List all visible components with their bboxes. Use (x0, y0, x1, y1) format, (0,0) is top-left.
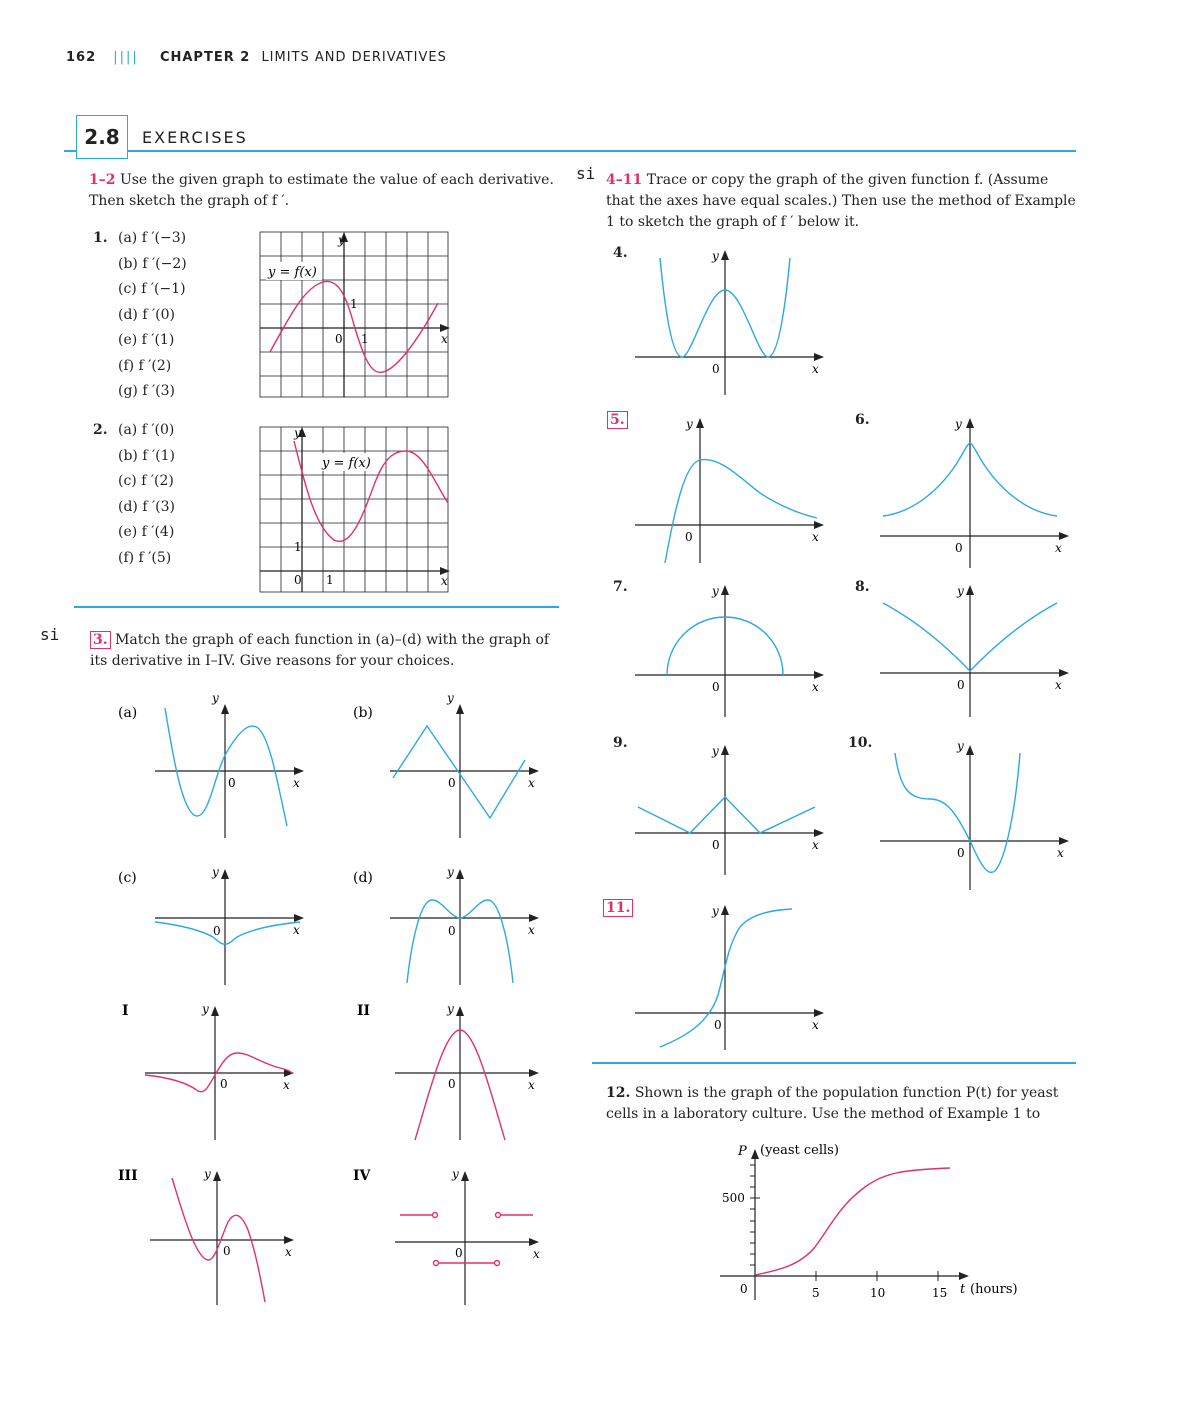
ex12-y-symbol: P (738, 1144, 747, 1159)
svg-text:x: x (1055, 541, 1062, 555)
svg-text:x: x (293, 776, 300, 790)
ex2-y-label: y (294, 426, 301, 440)
svg-text:0: 0 (220, 1077, 228, 1091)
svg-text:0: 0 (455, 1246, 463, 1260)
ex7-number: 7. (613, 579, 628, 595)
ex1-x-label: x (441, 332, 448, 346)
ex8-number: 8. (855, 579, 870, 595)
svg-text:0: 0 (712, 838, 720, 852)
ex12-y500: 500 (722, 1191, 745, 1205)
ex1-part: (f) f ′(2) (118, 357, 172, 374)
svg-text:x: x (812, 838, 819, 852)
svg-text:y: y (204, 1167, 211, 1181)
ex3-label-d: (d) (353, 870, 373, 886)
ex7-graph (630, 575, 830, 725)
chapter-label: CHAPTER 2 (159, 50, 251, 65)
ex1-graph (258, 230, 452, 400)
svg-text:0: 0 (712, 680, 720, 694)
ex12-origin: 0 (740, 1282, 748, 1296)
ex1-one-y: 1 (350, 297, 358, 311)
ex2-one-x: 1 (326, 573, 334, 587)
ex2-origin: 0 (294, 573, 302, 587)
svg-text:x: x (285, 1245, 292, 1259)
ex3-graph-a (110, 690, 320, 845)
ex1-parts (118, 226, 187, 405)
chapter-title: LIMITS AND DERIVATIVES (261, 50, 447, 65)
ex3-graph-b (345, 690, 555, 845)
ex12-x5: 5 (812, 1286, 820, 1300)
ex10-graph (875, 735, 1075, 895)
ex9-number: 9. (613, 735, 628, 751)
svg-text:0: 0 (213, 924, 221, 938)
left-divider (74, 606, 559, 608)
header-bars: |||| (113, 50, 139, 65)
svg-text:0: 0 (223, 1244, 231, 1258)
svg-text:y: y (447, 1002, 454, 1016)
ex2-parts (118, 418, 175, 571)
ex12-text: 12. Shown is the graph of the population function P(t) for yeast cells in a laboratory culture. Use the method of Example 1 to (606, 1085, 1059, 1122)
ex2-part: (e) f ′(4) (118, 524, 175, 540)
svg-text:0: 0 (448, 1077, 456, 1091)
svg-text:0: 0 (448, 924, 456, 938)
ex1-part: (d) f ′(0) (118, 306, 175, 323)
ex2-part: (a) f ′(0) (118, 422, 175, 438)
ex1-curve-label: y = f(x) (268, 265, 317, 280)
ex2-graph (258, 425, 452, 595)
ex3-graph-IV (345, 1160, 555, 1308)
svg-text:0: 0 (685, 530, 693, 544)
ex2-part: (b) f ′(1) (118, 447, 175, 464)
ex2-x-label: x (441, 574, 448, 588)
svg-text:x: x (293, 923, 300, 937)
ex12-graph (700, 1135, 1030, 1305)
section-title: EXERCISES (142, 128, 248, 147)
svg-text:0: 0 (228, 776, 236, 790)
ex6-number: 6. (855, 412, 870, 428)
svg-text:0: 0 (448, 776, 456, 790)
svg-text:0: 0 (957, 678, 965, 692)
ex3-graph-III (110, 1160, 320, 1308)
ex3-label-c: (c) (118, 870, 137, 886)
ex8-graph (875, 575, 1075, 725)
ex1-one-x: 1 (361, 332, 369, 346)
ex3-label-I: I (122, 1003, 129, 1019)
ex2-part: (f) f ′(5) (118, 549, 172, 566)
svg-text:y: y (957, 584, 964, 598)
ex4-11-instructions: 4–11 Trace or copy the graph of the given function f. (Assume that the axes have equal scales.) Then use the method of Example 1 to sketch the graph of f ′ below it. (606, 172, 1076, 230)
ex5-number: 5. (607, 410, 628, 431)
margin-mark-right: si (576, 164, 596, 183)
svg-text:0: 0 (957, 846, 965, 860)
ex11-graph (630, 895, 830, 1055)
ex12-x-unit: (hours) (970, 1282, 1018, 1297)
ex12-x15: 15 (932, 1286, 948, 1300)
svg-text:y: y (447, 691, 454, 705)
svg-text:0: 0 (955, 541, 963, 555)
svg-text:x: x (1055, 678, 1062, 692)
svg-text:y: y (955, 417, 962, 431)
svg-text:x: x (812, 530, 819, 544)
ex1-number: 1. (93, 230, 108, 246)
svg-text:y: y (686, 417, 693, 431)
ex3-label-IV: IV (353, 1168, 371, 1184)
ex6-graph (875, 408, 1075, 568)
ex12-y-unit: (yeast cells) (760, 1143, 839, 1158)
svg-text:x: x (1057, 846, 1064, 860)
ex1-y-label: y (338, 233, 345, 247)
ex3-label-III: III (118, 1168, 138, 1184)
svg-text:y: y (212, 691, 219, 705)
ex2-part: (d) f ′(3) (118, 498, 175, 515)
ex3-graph-I (110, 995, 320, 1143)
svg-text:0: 0 (712, 362, 720, 376)
ex12-x10: 10 (870, 1286, 886, 1300)
ex3-graph-d (345, 855, 555, 990)
svg-text:x: x (528, 1078, 535, 1092)
svg-text:y: y (712, 744, 719, 758)
ex3-label-a: (a) (118, 705, 138, 721)
svg-text:x: x (812, 680, 819, 694)
ex1-2-instructions: 1–2 Use the given graph to estimate the value of each derivative. Then sketch the graph of f ′. (89, 172, 554, 209)
ex3-label-II: II (357, 1003, 371, 1019)
right-divider (592, 1062, 1076, 1064)
ex1-part: (b) f ′(−2) (118, 255, 187, 272)
page-number: 162 (66, 50, 97, 65)
ex12-x-symbol: t (960, 1282, 966, 1297)
ex4-graph (630, 240, 830, 400)
ex4-number: 4. (613, 245, 628, 261)
svg-text:0: 0 (714, 1018, 722, 1032)
svg-text:y: y (447, 865, 454, 879)
ex1-part: (e) f ′(1) (118, 332, 175, 348)
svg-text:y: y (202, 1002, 209, 1016)
svg-text:x: x (812, 1018, 819, 1032)
svg-text:y: y (452, 1167, 459, 1181)
ex3-instructions: 3. Match the graph of each function in (a)–(d) with the graph of its derivative in I–IV. Give reasons for your choices. (90, 632, 550, 669)
ex5-graph (630, 408, 830, 568)
svg-text:x: x (533, 1247, 540, 1261)
svg-text:y: y (212, 865, 219, 879)
section-rule (64, 150, 1076, 152)
ex3-graph-II (345, 995, 555, 1143)
ex2-one-y: 1 (294, 540, 302, 554)
svg-text:x: x (528, 923, 535, 937)
ex2-part: (c) f ′(2) (118, 473, 174, 489)
ex2-curve-label: y = f(x) (322, 456, 371, 471)
margin-mark-left: si (40, 625, 60, 644)
ex1-part: (a) f ′(−3) (118, 230, 187, 246)
ex2-number: 2. (93, 422, 108, 438)
svg-text:x: x (283, 1078, 290, 1092)
svg-text:y: y (957, 739, 964, 753)
ex1-origin: 0 (335, 332, 343, 346)
ex1-part: (c) f ′(−1) (118, 281, 186, 297)
ex10-number: 10. (848, 735, 873, 751)
section-number: 2.8 (76, 115, 128, 159)
svg-text:y: y (712, 249, 719, 263)
svg-text:x: x (812, 362, 819, 376)
svg-text:y: y (712, 584, 719, 598)
svg-text:x: x (528, 776, 535, 790)
ex11-number: 11. (603, 898, 633, 919)
ex1-part: (g) f ′(3) (118, 383, 175, 399)
svg-text:y: y (712, 904, 719, 918)
running-header (66, 50, 447, 65)
ex9-graph (630, 735, 830, 880)
ex3-label-b: (b) (353, 705, 373, 721)
ex3-graph-c (110, 855, 320, 990)
